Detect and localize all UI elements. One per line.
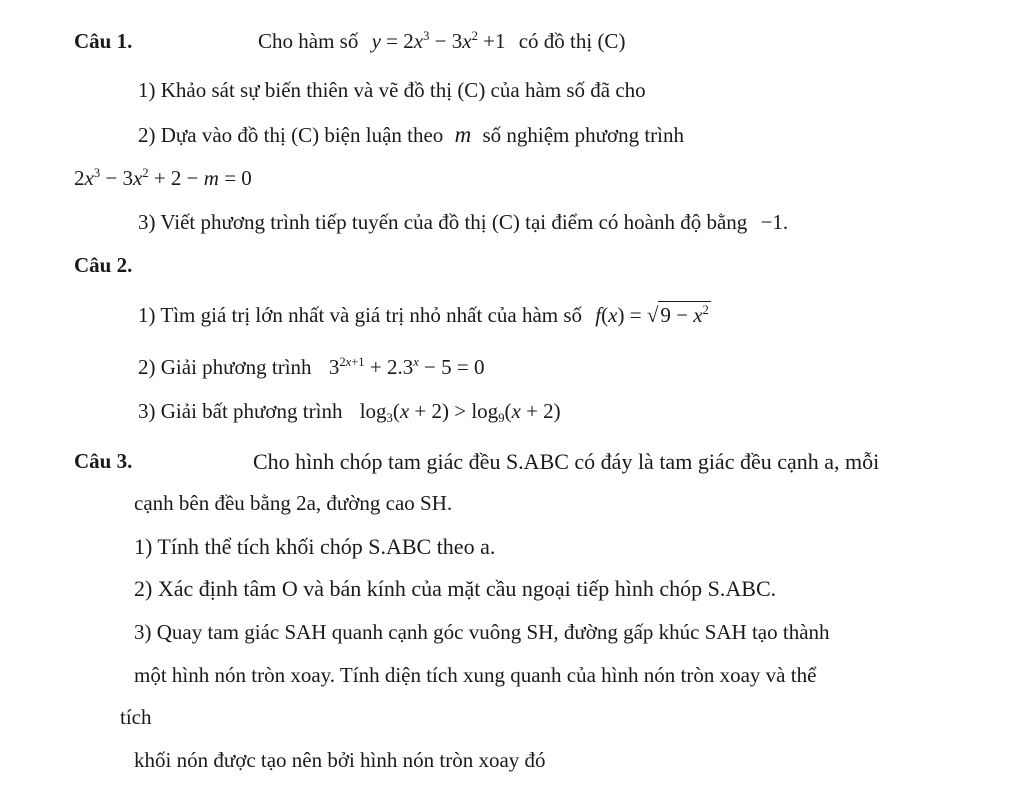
- exponential-equation: $3^{2x+1} + 2.3^x - 5 = 0$: [328, 354, 485, 379]
- function-formula: $y = 2x^3 - 3x^2 +1$: [371, 28, 506, 53]
- question-1-item-2: [138, 123, 684, 146]
- question-3-stem-line-1: Cho hình chóp tam giác đều S.ABC có đáy là tam giác đều cạnh a, mỗi: [253, 449, 880, 474]
- question-3-item-3-line-3: tích: [120, 705, 152, 729]
- question-2-item-3: [138, 399, 561, 425]
- question-1-stem-tail: có đồ thị (C): [518, 29, 626, 53]
- question-3-item-3-line-4: khối nón được tạo nên bởi hình nón tròn xoay đó: [134, 748, 546, 772]
- question-1-item-3: [138, 212, 788, 233]
- question-3-item-2: 2) Xác định tâm O và bán kính của mặt cầu ngoại tiếp hình chóp S.ABC.: [134, 576, 777, 601]
- question-3-label: Câu 3.: [74, 449, 133, 473]
- question-1-item-3-text: 3) Viết phương trình tiếp tuyến của đồ thị (C) tại điểm có hoành độ bằng: [138, 210, 748, 234]
- question-1-item-2-text: 2) Dựa vào đồ thị (C) biện luận theo: [138, 123, 444, 147]
- question-2-item-2-text: 2) Giải phương trình: [138, 355, 312, 379]
- question-1-stem: [258, 28, 626, 53]
- question-3-item-1: 1) Tính thể tích khối chóp S.ABC theo a.: [134, 534, 496, 559]
- question-2-item-1: [138, 302, 711, 327]
- question-2-item-1-text: 1) Tìm giá trị lớn nhất và giá trị nhỏ nhất của hàm số: [138, 303, 583, 327]
- question-3-item-3-line-2: một hình nón tròn xoay. Tính diện tích xung quanh của hình nón tròn xoay và thể: [134, 663, 817, 687]
- question-1-stem-text: Cho hàm số: [258, 29, 359, 53]
- log-inequality: $\log_3(x + 2) > \log_9(x + 2)$: [359, 399, 561, 425]
- abscissa-value: −1.: [760, 210, 789, 234]
- question-2-label: Câu 2.: [74, 253, 133, 277]
- parameter-m: m: [454, 122, 472, 147]
- question-3-stem-line-2: cạnh bên đều bằng 2a, đường cao SH.: [134, 491, 453, 515]
- question-1-item-1: 1) Khảo sát sự biến thiên và vẽ đồ thị (C) của hàm số đã cho: [138, 78, 646, 102]
- question-1-label: Câu 1.: [74, 29, 133, 53]
- equation-cubic: $2x^3 - 3x^2 + 2 - m = 0$: [74, 165, 252, 190]
- question-2-item-2: [138, 354, 485, 379]
- question-2-item-3-text: 3) Giải bất phương trình: [138, 399, 343, 423]
- question-1-item-2-tail: số nghiệm phương trình: [482, 123, 684, 147]
- question-3-item-3-line-1: 3) Quay tam giác SAH quanh cạnh góc vuông SH, đường gấp khúc SAH tạo thành: [134, 620, 830, 644]
- sqrt-function: $f(x) = √9 - x^2$: [595, 302, 709, 327]
